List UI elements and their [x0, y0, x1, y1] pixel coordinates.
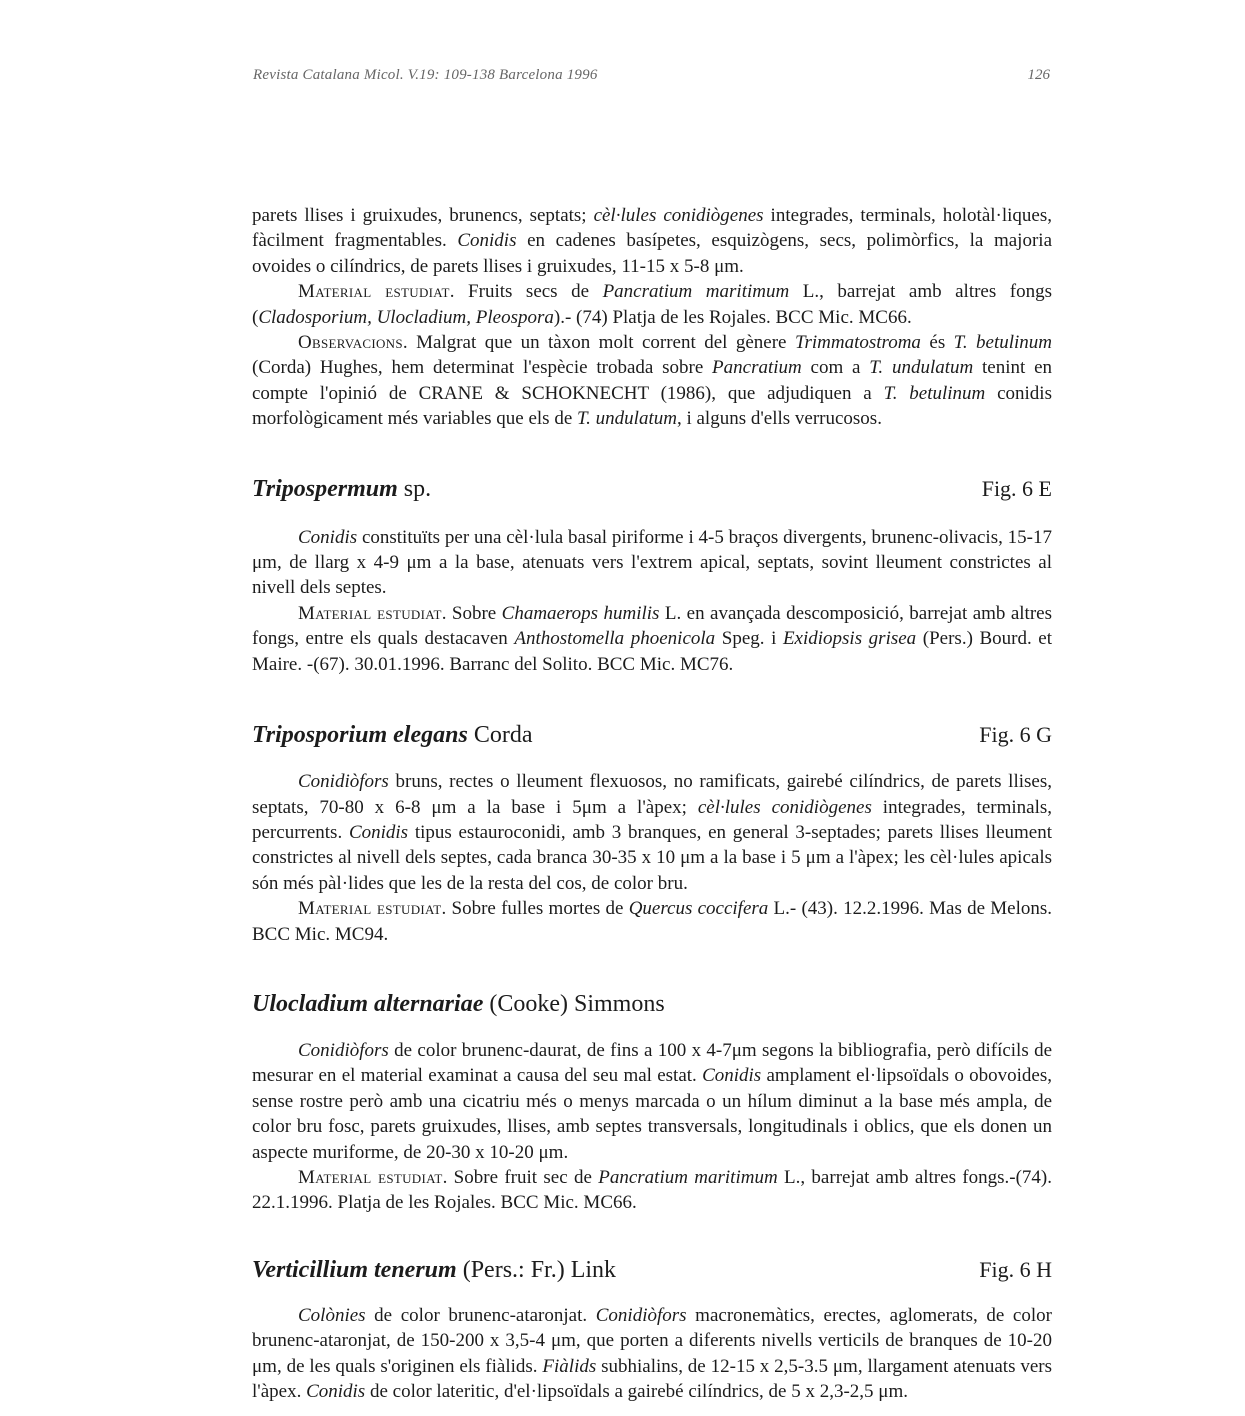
journal-citation: Revista Catalana Micol. V.19: 109-138 Barcelona 1996: [253, 67, 598, 83]
body-text: [252, 203, 1052, 1404]
figure-reference: Fig. 6 G: [979, 722, 1052, 748]
material-paragraph: Material estudiat. Sobre fruit sec de Pancratium maritimum L., barrejat amb altres fongs.-(74). 22.1.1996. Platja de les Rojales. BCC Mic. MC66.: [252, 1166, 1052, 1214]
description-paragraph: parets llises i gruixudes, brunencs, septats; cèl·lules conidiògenes integrades, terminals, holotàl·liques, fàcilment fragmentables. Conidis en cadenes basípetes, esquizògens, secs, polimòrfics, la majoria ovoides o cilíndrics, de parets llises i gruixudes, 11-15 x 5-8 μm.: [252, 205, 1053, 277]
species-author: (Pers.: Fr.) Link: [456, 1256, 617, 1283]
species-author: Corda: [467, 722, 533, 749]
figure-reference: Fig. 6 E: [981, 475, 1052, 501]
species-name: Triposporium elegans: [252, 722, 468, 749]
description-paragraph: Conidiòfors bruns, rectes o lleument flexuosos, no ramificats, gairebé cilíndrics, de parets llises, septats, 70-80 x 6-8 μm a la base i 5μm a l'àpex; cèl·lules conidiògenes integrades, terminals, percurrents. Conidis tipus estauroconidi, amb 3 branques, en general 3-septades; parets llises lleument constrictes al nivell dels septes, cada branca 30-35 x 10 μm a la base i 5 μm a l'àpex; les cèl·lules apicals són més pàl·lides que les de la resta del cos, de color bru.: [252, 771, 1053, 894]
page-number: 126: [1027, 67, 1050, 83]
material-paragraph: Material estudiat. Fruits secs de Pancratium maritimum L., barrejat amb altres fongs (Cladosporium, Ulocladium, Pleospora).- (74) Platja de les Rojales. BCC Mic. MC66.: [252, 281, 1053, 328]
figure-reference: Fig. 6 H: [979, 1256, 1052, 1282]
description-paragraph: Conidis constituïts per una cèl·lula basal piriforme i 4-5 braços divergents, brunenc-olivacis, 15-17 μm, de llarg x 4-9 μm a la base, atenuats vers l'extrem apical, septats, sovint lleument constrictes al nivell dels septes.: [252, 526, 1052, 599]
species-heading: [252, 476, 1052, 503]
species-heading: [252, 991, 1052, 1018]
material-paragraph: Material estudiat. Sobre Chamaerops humilis L. en avançada descomposició, barrejat amb altres fongs, entre els quals destacaven Anthostomella phoenicola Speg. i Exidiopsis grisea (Pers.) Bourd. et Maire. -(67). 30.01.1996. Barranc del Solito. BCC Mic. MC76.: [252, 602, 1053, 675]
species-heading: [252, 1257, 1052, 1284]
species-name: Verticillium tenerum: [252, 1256, 457, 1283]
species-name: Tripospermum: [252, 475, 398, 502]
description-paragraph: Colònies de color brunenc-ataronjat. Conidiòfors macronemàtics, erectes, aglomerats, de color brunenc-ataronjat, de 150-200 x 3,5-4 μm, que porten a diferents nivells verticils de branques de 10-20 μm, de les quals s'originen els fiàlids. Fiàlids subhialins, de 12-15 x 2,5-3.5 μm, llargament atenuats vers l'àpex. Conidis de color lateritic, d'el·lipsoïdals a gairebé cilíndrics, de 5 x 2,3-2,5 μm.: [252, 1304, 1052, 1402]
description-paragraph: Conidiòfors de color brunenc-daurat, de fins a 100 x 4-7μm segons la bibliografia, però difícils de mesurar en el material examinat a causa del seu mal estat. Conidis amplament el·lipsoïdals o obovoides, sense rostre però amb una cicatriu més o menys marcada o un hílum diminut a la base més ampla, de color bru fosc, parets gruixudes, llises, amb septes transversals, longitudinals i oblics, que els donen un aspecte muriforme, de 20-30 x 10-20 μm.: [252, 1039, 1052, 1163]
observations-paragraph: Observacions. Malgrat que un tàxon molt corrent del gènere Trimmatostroma és T. betulinum (Corda) Hughes, hem determinat l'espècie trobada sobre Pancratium com a T. undulatum tenint en compte l'opinió de CRANE & SCHOKNECHT (1986), que adjudiquen a T. betulinum conidis morfològicament més variables que els de T. undulatum, i alguns d'ells verrucosos.: [252, 332, 1052, 430]
species-author: (Cooke) Simmons: [483, 990, 665, 1017]
running-header: [253, 67, 1050, 84]
species-author: sp.: [397, 475, 432, 502]
species-heading: [252, 722, 1052, 749]
species-name: Ulocladium alternariae: [252, 990, 484, 1017]
material-paragraph: Material estudiat. Sobre fulles mortes de Quercus coccifera L.- (43). 12.2.1996. Mas de Melons. BCC Mic. MC94.: [252, 898, 1053, 945]
